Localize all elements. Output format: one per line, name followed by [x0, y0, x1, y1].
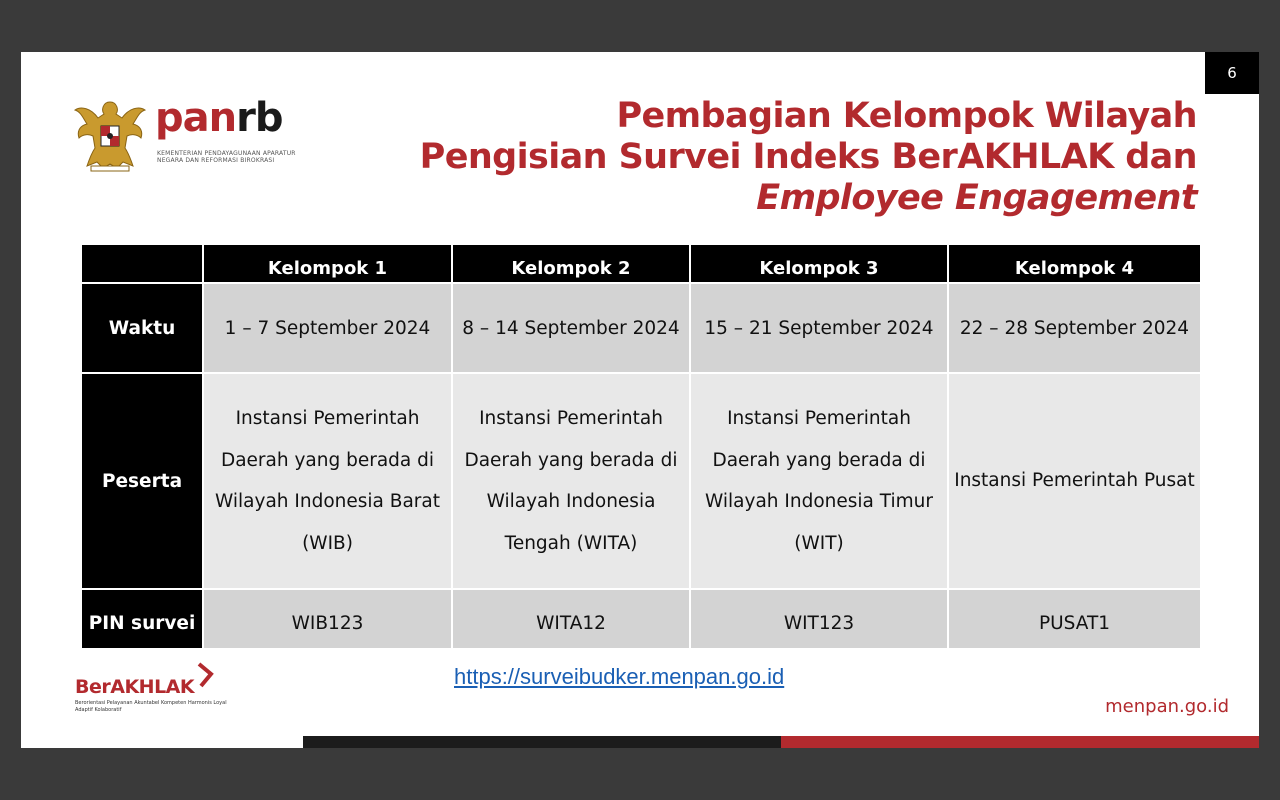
- peserta-cell-3: Instansi Pemerintah Daerah yang berada di Wilayah Indonesia Timur (WIT): [690, 373, 948, 589]
- survey-group-table: [80, 243, 1202, 650]
- row-label-pin: PIN survei: [81, 589, 203, 649]
- page-title: [420, 96, 1197, 219]
- table-row-pin: [81, 589, 1201, 649]
- site-url: menpan.go.id: [1105, 696, 1229, 717]
- peserta-cell-1: Instansi Pemerintah Daerah yang berada di Wilayah Indonesia Barat (WIB): [203, 373, 452, 589]
- row-label-waktu: Waktu: [81, 283, 203, 373]
- title-line-3: Employee Engagement: [756, 178, 1197, 218]
- header-kelompok-1: Kelompok 1: [203, 244, 452, 283]
- berakhlak-wordmark: BerAKHLAK: [75, 676, 195, 698]
- pin-cell-3: WIT123: [690, 589, 948, 649]
- table-row-waktu: [81, 283, 1201, 373]
- waktu-cell-2: 8 – 14 September 2024: [452, 283, 690, 373]
- garuda-emblem-icon: [73, 96, 147, 172]
- peserta-cell-2: Instansi Pemerintah Daerah yang berada di Wilayah Indonesia Tengah (WITA): [452, 373, 690, 589]
- page-number: 6: [1205, 52, 1259, 94]
- waktu-cell-1: 1 – 7 September 2024: [203, 283, 452, 373]
- peserta-cell-4: Instansi Pemerintah Pusat: [948, 373, 1201, 589]
- panrb-subtitle: KEMENTERIAN PENDAYAGUNAAN APARATUR NEGARA DAN REFORMASI BIROKRASI: [157, 150, 296, 164]
- footer-bar-dark: [303, 736, 781, 748]
- berakhlak-logo: [75, 662, 235, 722]
- title-line-1: Pembagian Kelompok Wilayah: [616, 96, 1197, 136]
- waktu-cell-4: 22 – 28 September 2024: [948, 283, 1201, 373]
- pin-cell-1: WIB123: [203, 589, 452, 649]
- footer-bar-red: [781, 736, 1259, 748]
- pin-cell-4: PUSAT1: [948, 589, 1201, 649]
- title-line-2: Pengisian Survei Indeks BerAKHLAK dan: [419, 137, 1197, 177]
- table-row-peserta: [81, 373, 1201, 589]
- header-corner: [81, 244, 203, 283]
- slide: [21, 52, 1259, 748]
- header-kelompok-2: Kelompok 2: [452, 244, 690, 283]
- waktu-cell-3: 15 – 21 September 2024: [690, 283, 948, 373]
- survey-link[interactable]: https://surveibudker.menpan.go.id: [454, 664, 785, 689]
- pin-cell-2: WITA12: [452, 589, 690, 649]
- header-kelompok-3: Kelompok 3: [690, 244, 948, 283]
- row-label-peserta: Peserta: [81, 373, 203, 589]
- berakhlak-tagline: Berorientasi Pelayanan Akuntabel Kompeten Harmonis Loyal Adaptif Kolaboratif: [75, 700, 227, 713]
- header-kelompok-4: Kelompok 4: [948, 244, 1201, 283]
- panrb-wordmark: panrb: [155, 95, 283, 141]
- chevron-right-icon: [195, 662, 215, 688]
- panrb-logo: [73, 96, 303, 176]
- table-header-row: [81, 244, 1201, 283]
